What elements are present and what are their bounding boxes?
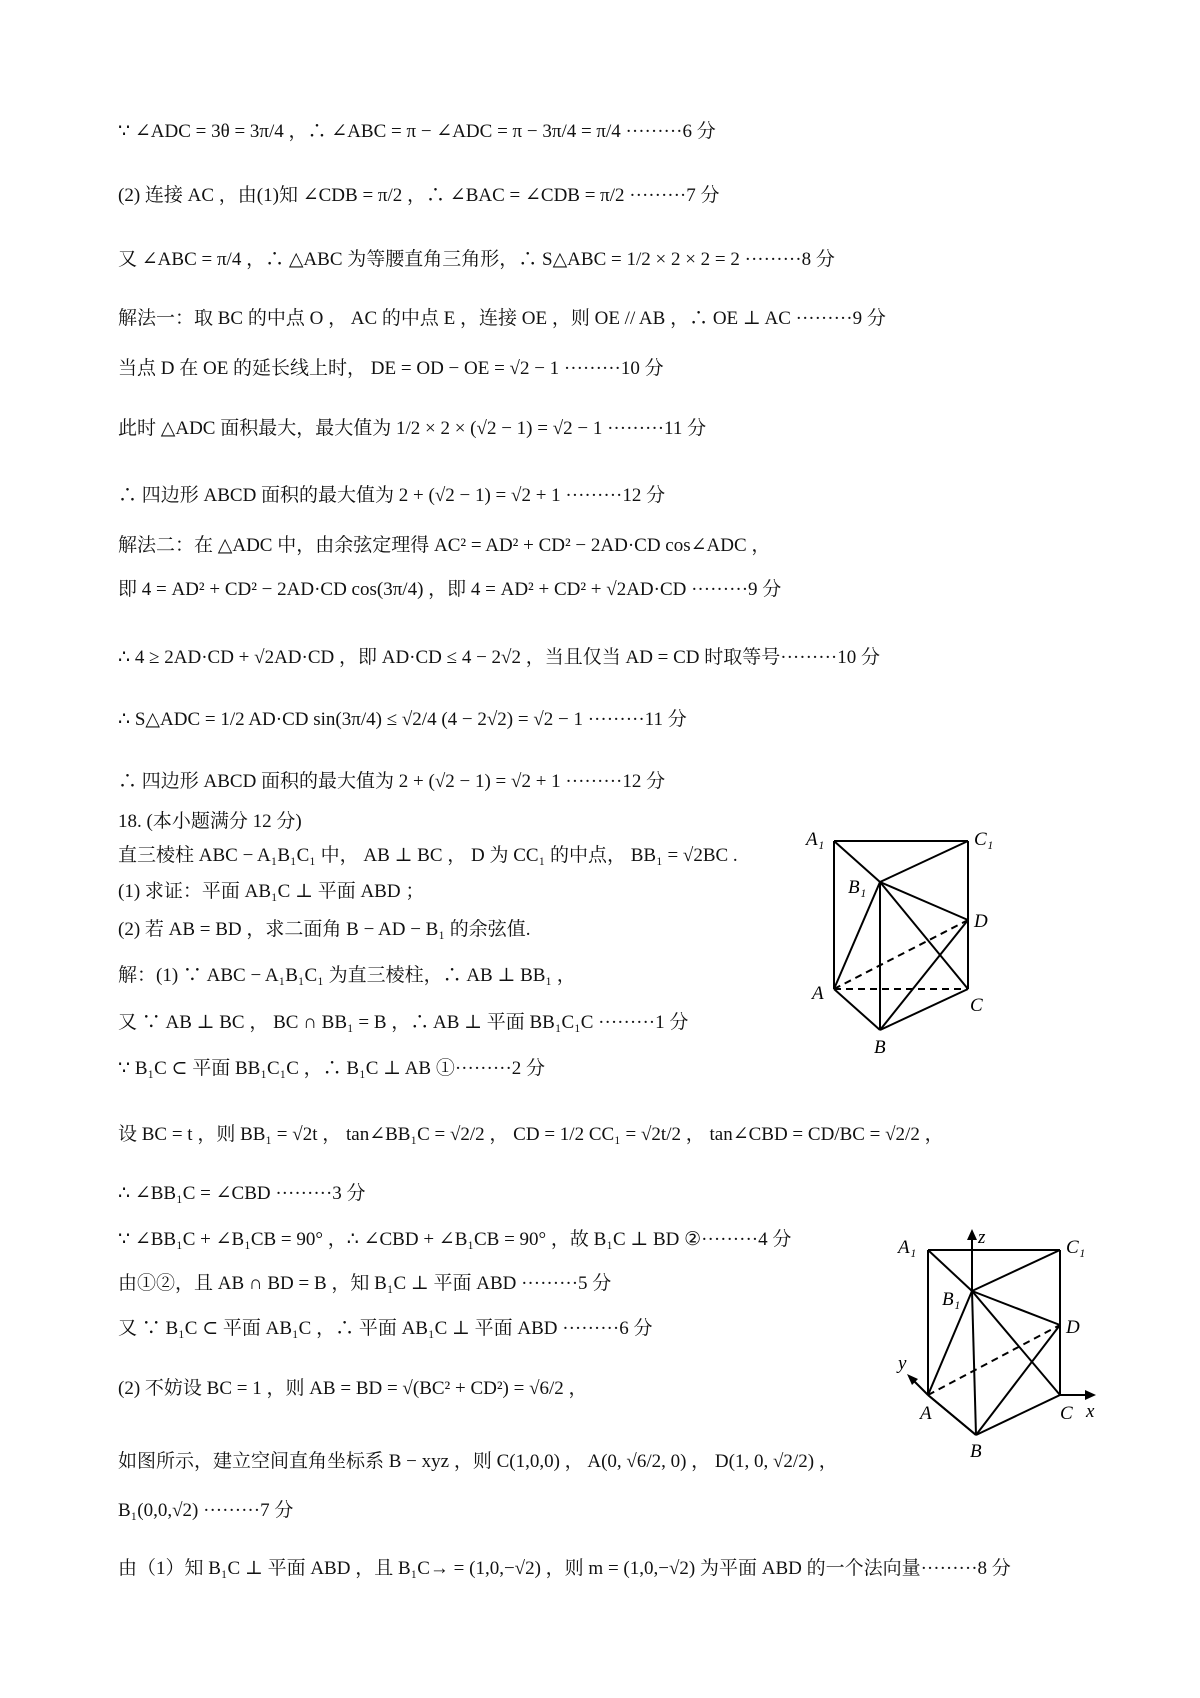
text-line: ∴ 四边形 ABCD 面积的最大值为 2 + (√2 − 1) = √2 + 1 ·········12 分 [118, 485, 666, 506]
text-line: (1) 求证：平面 AB₁C ⊥ 平面 ABD ； [118, 881, 425, 902]
label-A1: A₁ [898, 1237, 917, 1258]
text-line: 18. (本小题满分 12 分) [118, 811, 302, 832]
label-C1: C₁ [974, 829, 994, 850]
label-A1: A₁ [806, 829, 825, 850]
text-line: ∵ B₁C ⊂ 平面 BB₁C₁C ，∴ B₁C ⊥ AB ①·········2 分 [118, 1058, 546, 1079]
text-line: (2) 不妨设 BC = 1 ，则 AB = BD = √(BC² + CD²) = √6/2 ， [118, 1378, 588, 1399]
label-D: D [1066, 1317, 1080, 1338]
text-line: 直三棱柱 ABC − A₁B₁C₁ 中， AB ⊥ BC ， D 为 CC₁ 的中点， BB₁ = √2BC . [118, 845, 738, 866]
axis-z-label: z [978, 1227, 986, 1248]
label-D: D [974, 911, 988, 932]
label-C: C [970, 995, 983, 1016]
label-C: C [1060, 1403, 1073, 1424]
text-line: (2) 连接 AC ，由(1)知 ∠CDB = π/2 ，∴ ∠BAC = ∠CDB = π/2 ·········7 分 [118, 185, 720, 206]
text-line: ∵ ∠BB₁C + ∠B₁CB = 90° ，∴ ∠CBD + ∠B₁CB = 90° ，故 B₁C ⊥ BD ②·········4 分 [118, 1229, 792, 1250]
text-line: 设 BC = t ，则 BB₁ = √2t ， tan∠BB₁C = √2/2 ， CD = 1/2 CC₁ = √2t/2 ， tan∠CBD = CD/BC = √2/2 ， [118, 1124, 944, 1145]
text-line: 又 ∠ABC = π/4 ，∴ △ABC 为等腰直角三角形，∴ S△ABC = 1/2 × 2 × 2 = 2 ·········8 分 [118, 249, 835, 270]
text-line: ∵ ∠ADC = 3θ = 3π/4 ，∴ ∠ABC = π − ∠ADC = π − 3π/4 = π/4 ·········6 分 [118, 121, 716, 142]
text-line: (2) 若 AB = BD ，求二面角 B − AD − B₁ 的余弦值. [118, 919, 531, 940]
text-line: 当点 D 在 OE 的延长线上时， DE = OD − OE = √2 − 1 ·········10 分 [118, 358, 664, 379]
text-line: B₁(0,0,√2) ·········7 分 [118, 1500, 294, 1521]
axis-y-label: y [898, 1353, 907, 1374]
label-A: A [812, 983, 824, 1004]
text-line: 解法一：取 BC 的中点 O ， AC 的中点 E ，连接 OE ，则 OE // AB ，∴ OE ⊥ AC ·········9 分 [118, 308, 886, 329]
text-line: 由①②，且 AB ∩ BD = B ，知 B₁C ⊥ 平面 ABD ·········5 分 [118, 1273, 612, 1294]
text-line: ∴ 4 ≥ 2AD·CD + √2AD·CD ，即 AD·CD ≤ 4 − 2√2 ，当且仅当 AD = CD 时取等号·········10 分 [118, 647, 880, 668]
label-C1: C₁ [1066, 1237, 1086, 1258]
text-line: 解法二：在 △ADC 中，由余弦定理得 AC² = AD² + CD² − 2AD·CD cos∠ADC ， [118, 535, 771, 556]
label-B: B [970, 1441, 982, 1460]
text-line: 由（1）知 B₁C ⊥ 平面 ABD ，且 B₁C→ = (1,0,−√2) ，则 m = (1,0,−√2) 为平面 ABD 的一个法向量·········8 分 [118, 1558, 1011, 1579]
prism-figure-1 [800, 825, 1000, 1055]
label-B1: B₁ [848, 877, 867, 898]
label-A: A [920, 1403, 932, 1424]
text-line: ∴ S△ADC = 1/2 AD·CD sin(3π/4) ≤ √2/4 (4 − 2√2) = √2 − 1 ·········11 分 [118, 709, 687, 730]
text-line: 又 ∵ AB ⊥ BC ， BC ∩ BB₁ = B ，∴ AB ⊥ 平面 BB₁C₁C ·········1 分 [118, 1012, 689, 1033]
prism-figure-2 [890, 1225, 1100, 1460]
text-line: ∴ 四边形 ABCD 面积的最大值为 2 + (√2 − 1) = √2 + 1 ·········12 分 [118, 771, 666, 792]
text-line: 此时 △ADC 面积最大，最大值为 1/2 × 2 × (√2 − 1) = √2 − 1 ·········11 分 [118, 418, 707, 439]
text-line: 即 4 = AD² + CD² − 2AD·CD cos(3π/4) ，即 4 = AD² + CD² + √2AD·CD ·········9 分 [118, 579, 782, 600]
text-line: 如图所示，建立空间直角坐标系 B − xyz ，则 C(1,0,0) ， A(0, √6/2, 0) ， D(1, 0, √2/2) ， [118, 1451, 838, 1472]
label-B1: B₁ [942, 1289, 961, 1310]
axis-x-label: x [1086, 1401, 1095, 1422]
label-B: B [874, 1037, 886, 1055]
text-line: 解：(1) ∵ ABC − A₁B₁C₁ 为直三棱柱，∴ AB ⊥ BB₁ ， [118, 965, 576, 986]
text-line: 又 ∵ B₁C ⊂ 平面 AB₁C ，∴ 平面 AB₁C ⊥ 平面 ABD ·········6 分 [118, 1318, 653, 1339]
text-line: ∴ ∠BB₁C = ∠CBD ·········3 分 [118, 1183, 366, 1204]
